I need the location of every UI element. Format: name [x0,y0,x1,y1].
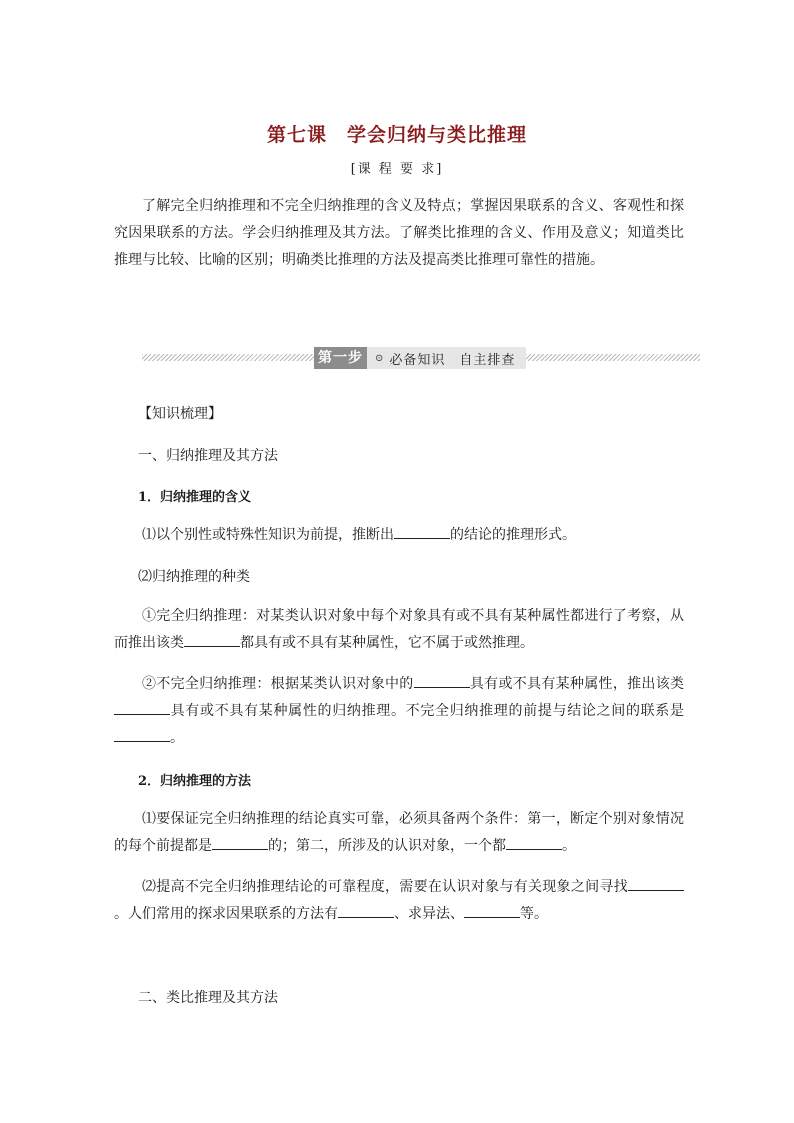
paragraph-complete-induction-conditions [114,806,684,860]
banner-text: 必备知识 自主排查 [389,352,516,368]
text-segment: 等。 [520,906,548,922]
text-segment: ⑵提高不完全归纳推理结论的可靠程度，需要在认识对象与有关现象之间寻找 [142,879,628,895]
text-segment: ①完全归纳推理：对某类认识对象中每个对象具有或不具有某种属性都进行了考察，从而推出该类 [114,608,684,651]
text-segment: 具有或不具有某种属性，推出该类 [469,676,685,692]
paragraph-complete-induction [114,603,684,657]
subheading-induction-methods: 2．归纳推理的方法 [138,774,252,789]
fill-blank [212,835,268,850]
text-segment: 。人们常用的探求因果联系的方法有 [114,906,338,922]
knowledge-section-label: 【知识梳理】 [138,406,222,422]
text-segment: ⑴要保证完全归纳推理的结论真实可靠，必须具备两个条件：第一，断定个别对象情况的每个前提都是 [114,811,684,854]
lesson-title: 第七课 学会归纳与类比推理 [266,124,527,146]
subheading-induction-meaning: 1．归纳推理的含义 [138,490,252,505]
requirements-paragraph: 了解完全归纳推理和不完全归纳推理的含义及特点；掌握因果联系的含义、客观性和探究因果联系的方法。学会归纳推理及其方法。了解类比推理的含义、作用及意义；知道类比推理与比较、比喻的区别；明确类比推理的方法及提高类比推理可靠性的措施。 [114,198,684,268]
fill-blank [414,673,470,688]
fill-blank [338,903,394,918]
text-segment: 的结论的推理形式。 [450,527,576,543]
banner-hatch-right [526,354,700,361]
fill-blank [114,727,170,742]
paragraph-incomplete-induction [114,671,684,752]
fill-blank [464,903,520,918]
fill-blank [394,524,450,539]
step-banner [142,347,700,369]
banner-hatch-left [142,354,314,361]
text-segment: 。 [562,838,576,854]
text-segment: 、求异法、 [394,906,464,922]
text-segment: ②不完全归纳推理：根据某类认识对象中的 [142,676,414,692]
text-segment: 。 [170,730,184,746]
course-requirements-heading: [课 程 要 求] [350,162,444,177]
banner-step-label: 第一步 [314,347,367,369]
text-segment: 的；第二，所涉及的认识对象，一个都 [268,838,506,854]
text-segment: ⑴以个别性或特殊性知识为前提，推断出 [142,527,394,543]
text-segment: 都具有或不具有某种属性，它不属于或然推理。 [240,635,534,651]
fill-blank [506,835,562,850]
paragraph-induction-definition [114,522,684,549]
fill-blank [628,876,684,891]
heading-analogy: 二、类比推理及其方法 [138,990,278,1006]
fill-blank [114,700,170,715]
fill-blank [184,632,240,647]
subheading-induction-types: ⑵归纳推理的种类 [138,569,250,585]
target-dot-icon: ⊙ [375,352,384,364]
banner-box [314,347,526,369]
paragraph-reliability-methods [114,874,684,928]
text-segment: 具有或不具有某种属性的归纳推理。不完全归纳推理的前提与结论之间的联系是 [170,703,684,719]
heading-induction: 一、归纳推理及其方法 [138,448,278,464]
